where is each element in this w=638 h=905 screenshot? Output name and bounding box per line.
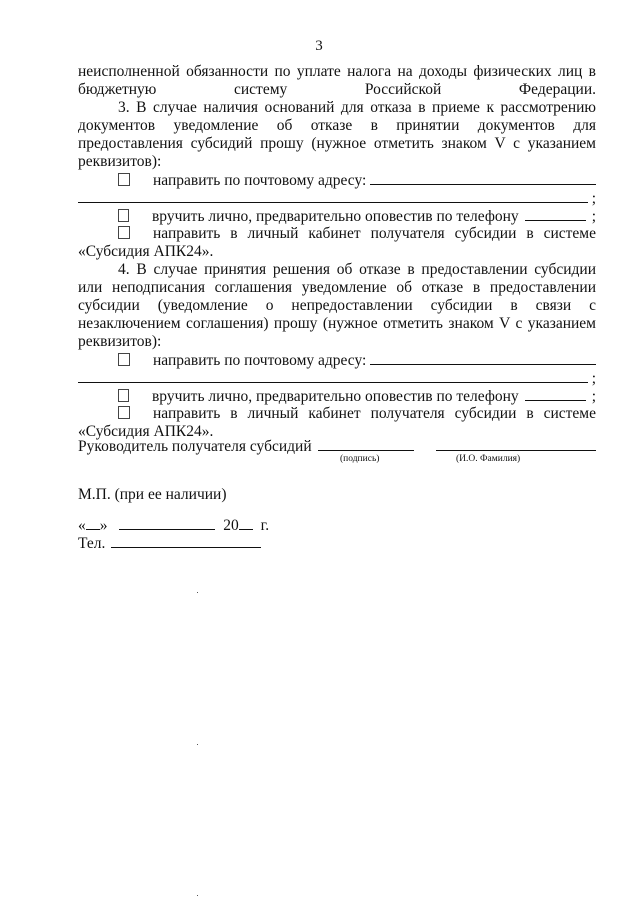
quote-close: »: [99, 517, 108, 534]
signature-field[interactable]: [318, 436, 414, 451]
address-field-continued[interactable]: [78, 189, 588, 203]
option-label: направить по почтовому адресу:: [153, 352, 367, 369]
continued-paragraph-text: неисполненной обязанности по уплате налога на доходы физических лиц в бюджетную систему Российской Федерации.: [78, 63, 596, 98]
option-label: вручить лично, предварительно оповестив по телефону: [151, 388, 519, 405]
semicolon: ;: [591, 388, 596, 405]
checkbox[interactable]: [118, 209, 129, 222]
option-label: вручить лично, предварительно оповестив по телефону: [151, 208, 519, 225]
year-prefix: 20: [223, 517, 239, 534]
date-line: [78, 516, 269, 535]
section-3-option-hand[interactable]: [78, 207, 596, 225]
section-4-address-line-2[interactable]: [78, 369, 596, 387]
scan-speck: [197, 895, 198, 896]
continued-paragraph: [78, 63, 596, 99]
stamp-note: М.П. (при ее наличии): [78, 486, 227, 503]
year-field[interactable]: [239, 516, 253, 530]
checkbox[interactable]: [118, 406, 130, 419]
checkbox[interactable]: [118, 389, 129, 402]
year-suffix: г.: [260, 517, 270, 534]
signature-caption: (подпись): [340, 454, 380, 464]
checkbox[interactable]: [118, 353, 130, 366]
section-3-option-cabinet[interactable]: [78, 225, 596, 243]
section-4-option-cabinet[interactable]: [78, 405, 596, 423]
phone-label: Тел.: [78, 535, 106, 552]
semicolon: ;: [591, 190, 596, 207]
semicolon: ;: [591, 208, 596, 225]
phone-field[interactable]: [525, 387, 586, 401]
section-3-option-mail[interactable]: [78, 171, 596, 189]
form-body: [78, 63, 596, 441]
phone-number-field[interactable]: [111, 534, 261, 548]
section-3-paragraph: 3. В случае наличия оснований для отказа в приеме к рассмотрению документов уведомление об отказе в принятии документов для предоставления субсидий прошу (нужное отметить знаком V с указанием реквизитов):: [78, 99, 596, 170]
option-label: направить по почтовому адресу:: [153, 172, 367, 189]
quote-open: «: [78, 517, 86, 534]
address-field-continued[interactable]: [78, 369, 588, 383]
semicolon: ;: [591, 370, 596, 387]
section-4-option-hand[interactable]: [78, 387, 596, 405]
option-label: направить в личный кабинет получателя субсидии в системе: [153, 225, 596, 242]
page-number: 3: [315, 38, 323, 54]
phone-field[interactable]: [525, 207, 586, 221]
option-label: направить в личный кабинет получателя субсидии в системе: [153, 405, 596, 422]
section-4-option-mail[interactable]: [78, 351, 596, 369]
phone-line: [78, 534, 261, 553]
scan-speck: [197, 744, 198, 745]
signature-block: [78, 436, 596, 464]
section-3-address-line-2[interactable]: [78, 189, 596, 207]
name-caption: (И.О. Фамилия): [456, 454, 521, 464]
address-field[interactable]: [370, 171, 596, 185]
day-field[interactable]: [86, 516, 100, 530]
scan-speck: [197, 592, 198, 593]
name-field[interactable]: [436, 436, 596, 451]
address-field[interactable]: [370, 351, 596, 365]
section-4-paragraph: 4. В случае принятия решения об отказе в предоставлении субсидии или неподписания соглашения уведомление об отказе в предоставлении субсидии (уведомление о непредоставлении субсидии в связи с незаключением соглашения) прошу (нужное отметить знаком V с указанием реквизитов):: [78, 261, 596, 350]
checkbox[interactable]: [118, 173, 130, 186]
month-field[interactable]: [119, 516, 215, 530]
signature-label: Руководитель получателя субсидий: [78, 438, 312, 455]
checkbox[interactable]: [118, 226, 130, 239]
option-label-continued: «Субсидия АПК24».: [78, 243, 214, 260]
option-label-continued: «Субсидия АПК24».: [78, 423, 214, 440]
